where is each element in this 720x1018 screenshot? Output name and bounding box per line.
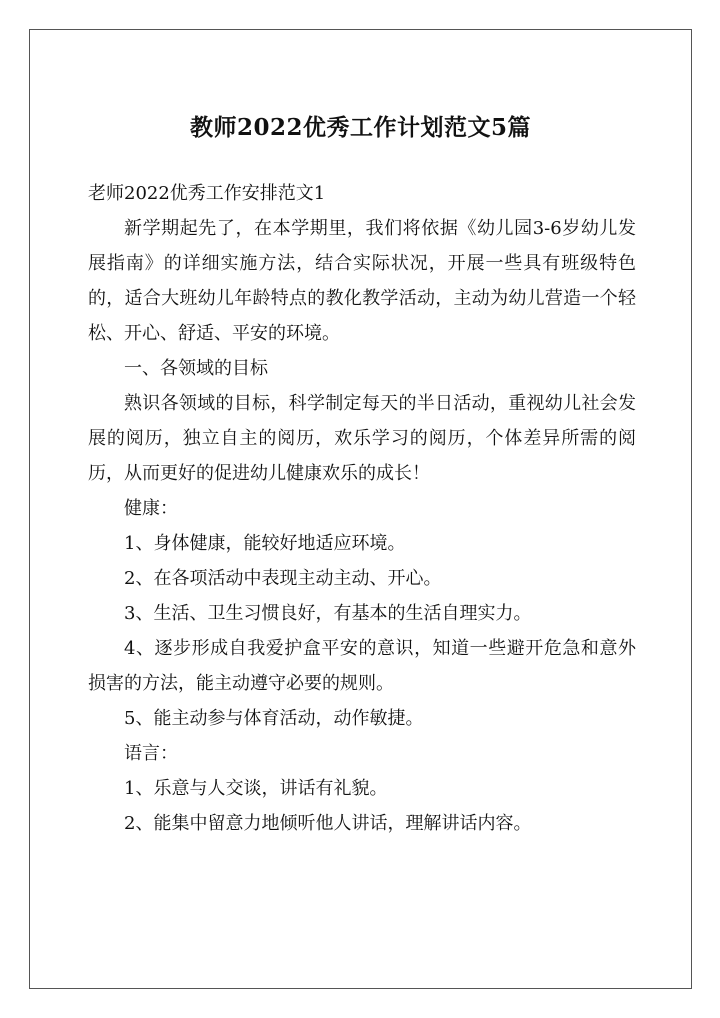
health-item: 4、逐步形成自我爱护盒平安的意识，知道一些避开危急和意外损害的方法，能主动遵守必要的规则。 [88, 638, 636, 694]
language-heading: 语言： [124, 743, 178, 764]
health-item: 2、在各项活动中表现主动主动、开心。 [124, 568, 442, 589]
health-heading: 健康： [124, 498, 178, 519]
language-item: 2、能集中留意力地倾听他人讲话，理解讲话内容。 [124, 813, 532, 834]
health-item: 1、身体健康，能较好地适应环境。 [124, 533, 406, 554]
language-item: 1、乐意与人交谈，讲话有礼貌。 [124, 778, 388, 799]
goals-paragraph: 熟识各领域的目标，科学制定每天的半日活动，重视幼儿社会发展的阅历，独立自主的阅历，欢乐学习的阅历，个体差异所需的阅历，从而更好的促进幼儿健康欢乐的成长！ [88, 393, 636, 484]
section-heading: 一、各领域的目标 [124, 358, 268, 379]
intro-paragraph: 新学期起先了，在本学期里，我们将依据《幼儿园3-6岁幼儿发展指南》的详细实施方法，结合实际状况，开展一些具有班级特色的，适合大班幼儿年龄特点的教化教学活动，主动为幼儿营造一个轻松、开心、舒适、平安的环境。 [88, 218, 636, 344]
document-body [88, 176, 636, 841]
health-item: 5、能主动参与体育活动，动作敏捷。 [124, 708, 424, 729]
health-item: 3、生活、卫生习惯良好，有基本的生活自理实力。 [124, 603, 532, 624]
document-title: 教师2022优秀工作计划范文5篇 [189, 114, 532, 141]
section-subtitle: 老师2022优秀工作安排范文1 [88, 183, 326, 204]
